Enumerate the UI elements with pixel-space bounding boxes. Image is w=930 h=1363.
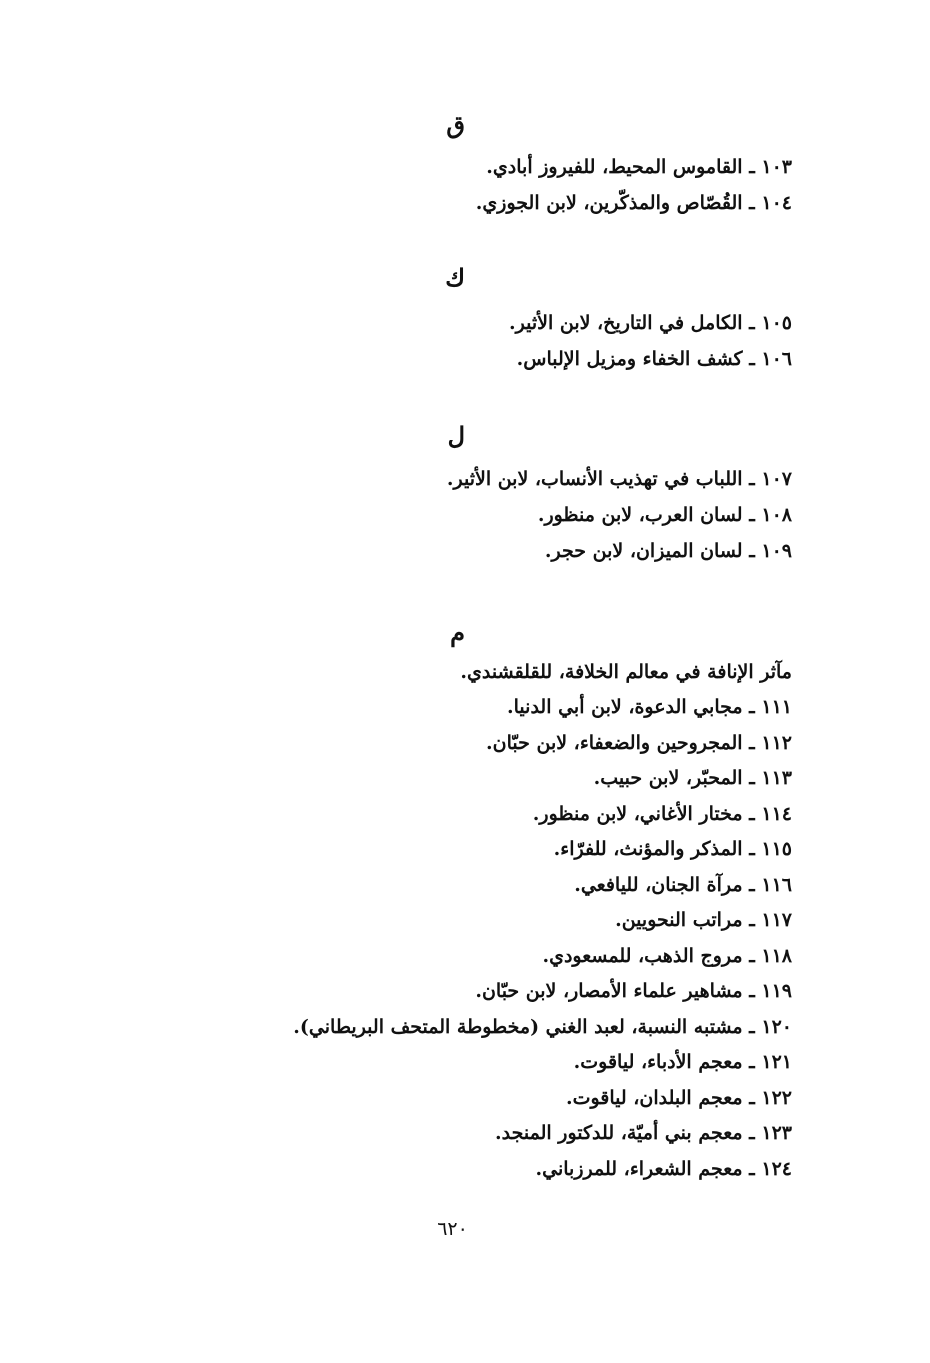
section-letter-qaf: ق [446,110,465,139]
list-item: ١٠٦ ـ كشف الخفاء ومزيل الإلباس. [516,348,792,370]
list-item: ١٢٠ ـ مشتبه النسبة، لعبد الغني (مخطوطة المتحف البريطاني). [293,1016,792,1038]
section-letter-kaf: ك [445,263,465,292]
list-item: ١١٨ ـ مروج الذهب، للمسعودي. [542,945,792,967]
list-item: ١٠٤ ـ القُصّاص والمذكّرين، لابن الجوزي. [475,192,792,214]
list-item: ١٢١ ـ معجم الأدباء، لياقوت. [573,1051,792,1073]
list-item: ١٠٩ ـ لسان الميزان، لابن حجر. [544,540,792,562]
list-item: ١١١ ـ مجابي الدعوة، لابن أبي الدنيا. [507,696,792,718]
section-letter-mim: م [450,618,465,647]
list-item: ١٠٥ ـ الكامل في التاريخ، لابن الأثير. [509,312,792,334]
list-item: ١٢٢ ـ معجم البلدان، لياقوت. [565,1087,792,1109]
list-item: ١١٦ ـ مرآة الجنان، لليافعي. [574,874,792,896]
section-letter-lam: ل [447,421,465,450]
list-item: ١١٤ ـ مختار الأغاني، لابن منظور. [532,803,792,825]
list-item: ١١٩ ـ مشاهير علماء الأمصار، لابن حبّان. [475,980,792,1002]
list-item: ١١٣ ـ المحبّر، لابن حبيب. [593,767,792,789]
list-item: ١١٧ ـ مراتب النحويين. [615,909,792,931]
list-item: مآثر الإنافة في معالم الخلافة، للقلقشندي. [460,661,792,683]
list-item: ١٢٣ ـ معجم بني أميّة، للدكتور المنجد. [495,1122,792,1144]
list-item: ١١٥ ـ المذكر والمؤنث، للفرّاء. [553,838,792,860]
list-item: ١٠٣ ـ القاموس المحيط، للفيروز أبادي. [486,156,792,178]
list-item: ١٠٧ ـ اللباب في تهذيب الأنساب، لابن الأثير. [446,468,792,490]
list-item: ١٠٨ ـ لسان العرب، لابن منظور. [537,504,792,526]
page-number: ٦٢٠ [437,1218,468,1240]
list-item: ١١٢ ـ المجروحين والضعفاء، لابن حبّان. [486,732,792,754]
list-item: ١٢٤ ـ معجم الشعراء، للمرزباني. [535,1158,792,1180]
